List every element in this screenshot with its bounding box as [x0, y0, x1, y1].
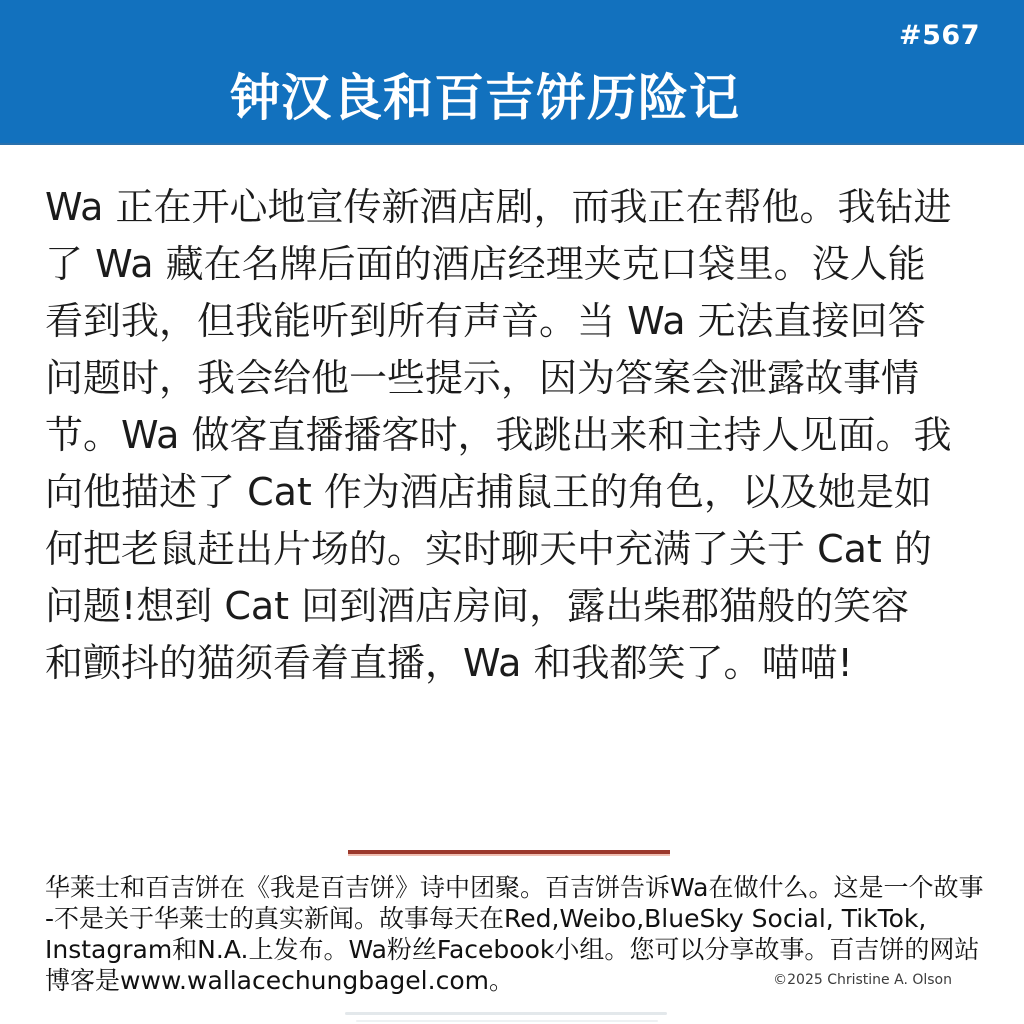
text-line: Instagram和N.A.上发布。Wa粉丝Facebook小组。您可以分享故事。百吉饼的网站 — [45, 935, 980, 964]
bottom-decor-line-2 — [356, 1020, 658, 1022]
bottom-decor-line-1 — [345, 1012, 667, 1015]
text-line: -不是关于华莱士的真实新闻。故事每天在Red,Weibo,BlueSky Social, TikTok, — [45, 904, 927, 933]
copyright-text: ©2025 Christine A. Olson — [773, 972, 952, 988]
text-line: Wa 正在开心地宣传新酒店剧，而我正在帮他。我钻进 — [45, 185, 952, 229]
text-line: 看到我，但我能听到所有声音。当 Wa 无法直接回答 — [45, 299, 926, 343]
text-line: 博客是www.wallacechungbagel.com。 — [45, 966, 514, 995]
red-divider — [348, 850, 670, 856]
text-line: 何把老鼠赶出片场的。实时聊天中充满了关于 Cat 的 — [45, 527, 932, 571]
text-line: 华莱士和百吉饼在《我是百吉饼》诗中团聚。百吉饼告诉Wa在做什么。这是一个故事 — [45, 873, 984, 902]
text-line: 节。Wa 做客直播播客时，我跳出来和主持人见面。我 — [45, 413, 952, 457]
text-line: 了 Wa 藏在名牌后面的酒店经理夹克口袋里。没人能 — [45, 242, 926, 286]
text-line: 和颤抖的猫须看着直播，Wa 和我都笑了。喵喵! — [45, 641, 853, 685]
issue-number-badge: #567 — [899, 20, 980, 51]
text-line: 问题!想到 Cat 回到酒店房间，露出柴郡猫般的笑容 — [45, 584, 910, 628]
header-banner — [0, 0, 1024, 145]
page-title: 钟汉良和百吉饼历险记 — [230, 69, 740, 127]
text-line: 向他描述了 Cat 作为酒店捕鼠王的角色，以及她是如 — [45, 470, 932, 514]
text-line: 问题时，我会给他一些提示，因为答案会泄露故事情 — [45, 356, 920, 400]
story-body — [45, 179, 995, 692]
